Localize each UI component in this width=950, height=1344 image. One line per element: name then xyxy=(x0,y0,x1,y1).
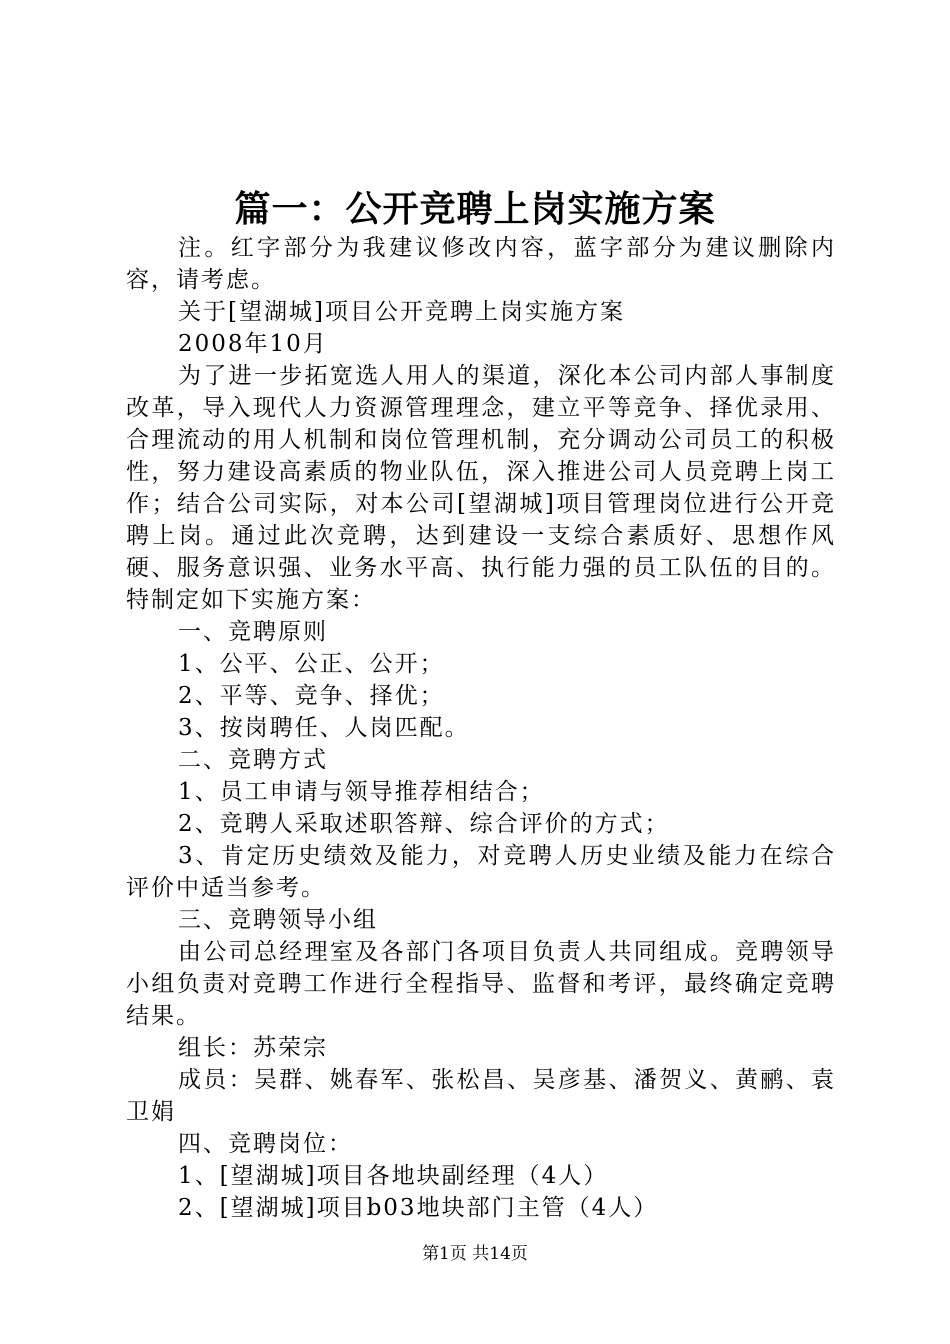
document-body xyxy=(126,232,836,1224)
list-item: 1、员工申请与领导推荐相结合； xyxy=(178,779,545,805)
list-item: 2、[望湖城]项目b03地块部门主管（4人） xyxy=(178,1195,659,1221)
paragraph-note: 注。红字部分为我建议修改内容，蓝字部分为建议删除内容，请考虑。 xyxy=(126,235,836,293)
page-footer: 第1页 共14页 xyxy=(422,1244,528,1264)
paragraph-leader: 组长：苏荣宗 xyxy=(178,1035,328,1061)
list-item: 3、肯定历史绩效及能力，对竞聘人历史业绩及能力在综合评价中适当参考。 xyxy=(126,843,836,901)
paragraph-intro: 为了进一步拓宽选人用人的渠道，深化本公司内部人事制度改革，导入现代人力资源管理理念，建立平等竞争、择优录用、合理流动的用人机制和岗位管理机制，充分调动公司员工的积极性，努力建设高素质的物业队伍，深入推进公司人员竞聘上岗工作；结合公司实际，对本公司[望湖城]项目管理岗位进行公开竞聘上岗。通过此次竞聘，达到建设一支综合素质好、思想作风硬、服务意识强、业务水平高、执行能力强的员工队伍的目的。特制定如下实施方案： xyxy=(126,363,836,613)
list-item: 2、竞聘人采取述职答辩、综合评价的方式； xyxy=(178,811,670,837)
list-item: 1、[望湖城]项目各地块副经理（4人） xyxy=(178,1163,609,1189)
paragraph-members: 成员：吴群、姚春军、张松昌、吴彦基、潘贺义、黄鹂、袁卫娟 xyxy=(126,1067,836,1125)
list-item: 2、平等、竞争、择优； xyxy=(178,683,445,709)
section-heading-methods: 二、竞聘方式 xyxy=(178,747,328,773)
list-item: 3、按岗聘任、人岗匹配。 xyxy=(178,715,470,741)
paragraph-leadership: 由公司总经理室及各部门各项目负责人共同组成。竞聘领导小组负责对竞聘工作进行全程指导、监督和考评，最终确定竞聘结果。 xyxy=(126,939,836,1029)
section-heading-leadership: 三、竞聘领导小组 xyxy=(178,907,378,933)
document-title: 篇一：公开竞聘上岗实施方案 xyxy=(234,188,716,230)
section-heading-principles: 一、竞聘原则 xyxy=(178,619,328,645)
paragraph-date: 2008年10月 xyxy=(178,331,328,357)
paragraph-subtitle: 关于[望湖城]项目公开竞聘上岗实施方案 xyxy=(178,299,625,325)
list-item: 1、公平、公正、公开； xyxy=(178,651,445,677)
section-heading-positions: 四、竞聘岗位： xyxy=(178,1131,353,1157)
